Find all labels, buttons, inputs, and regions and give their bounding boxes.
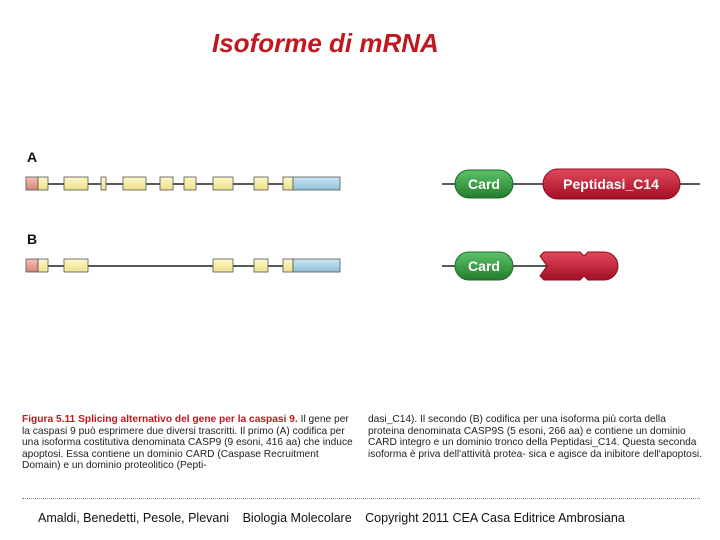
utr5-a [26,177,38,190]
caption-right-column [368,414,704,460]
exon-a-1 [38,177,48,190]
footer-copyright: Copyright 2011 CEA Casa Editrice Ambrosiana [365,511,625,525]
exon-a-6 [184,177,196,190]
protein-b [442,252,618,280]
card-label-b: Card [468,258,500,274]
exon-b-2 [64,259,88,272]
exon-a-5 [160,177,173,190]
exon-a-4 [123,177,146,190]
figure-caption [22,414,703,494]
caption-right-text: dasi_C14). Il secondo (B) codifica per una isoforma più corta della proteina denominata CASP9S (5 esoni, 266 aa) e contiene un dominio CARD integro e un dominio tronco della Peptidasi_C14. Questa seconda isoforma è priva dell'attività protea- sica e agisce da inibitore dell'apoptosi. [368,414,703,460]
card-label-a: Card [468,176,500,192]
figure-number: Figura 5.11 [22,414,76,425]
footer-authors: Amaldi, Benedetti, Pesole, Plevani [38,511,230,525]
exon-a-3 [101,177,106,190]
gene-structure-a [26,177,340,190]
exon-a-9 [283,177,293,190]
utr5-b [26,259,38,272]
exon-b-4 [254,259,268,272]
caption-divider [22,498,700,499]
exon-a-7 [213,177,233,190]
footer-book: Biologia Molecolare [242,511,352,525]
caption-left-column [22,414,358,472]
panel-label-b: B [27,231,38,247]
footer [38,511,635,525]
exon-a-8 [254,177,268,190]
figure-title: Splicing alternativo del gene per la caspasi 9. [78,414,298,425]
utr3-a [293,177,340,190]
exon-a-2 [64,177,88,190]
exon-b-3 [213,259,233,272]
truncated-peptidase-domain-b [540,252,618,280]
gene-structure-b [26,259,340,272]
peptidase-label-a: Peptidasi_C14 [563,176,659,192]
exon-b-5 [283,259,293,272]
utr3-b [293,259,340,272]
protein-a [442,169,700,199]
panel-label-a: A [27,149,38,165]
exon-b-1 [38,259,48,272]
slide-title: Isoforme di mRNA [212,28,439,58]
caption-left-text: Il gene per la caspasi 9 può esprimere due diversi trascritti. Il primo (A) codifica per una isoforma costitutiva denominata CASP9 (9 esoni, 416 aa) che induce apoptosi. Essa contiene un dominio CARD (Caspase Recruitment Domain) e un dominio proteolitico (Pepti- [22,414,353,472]
